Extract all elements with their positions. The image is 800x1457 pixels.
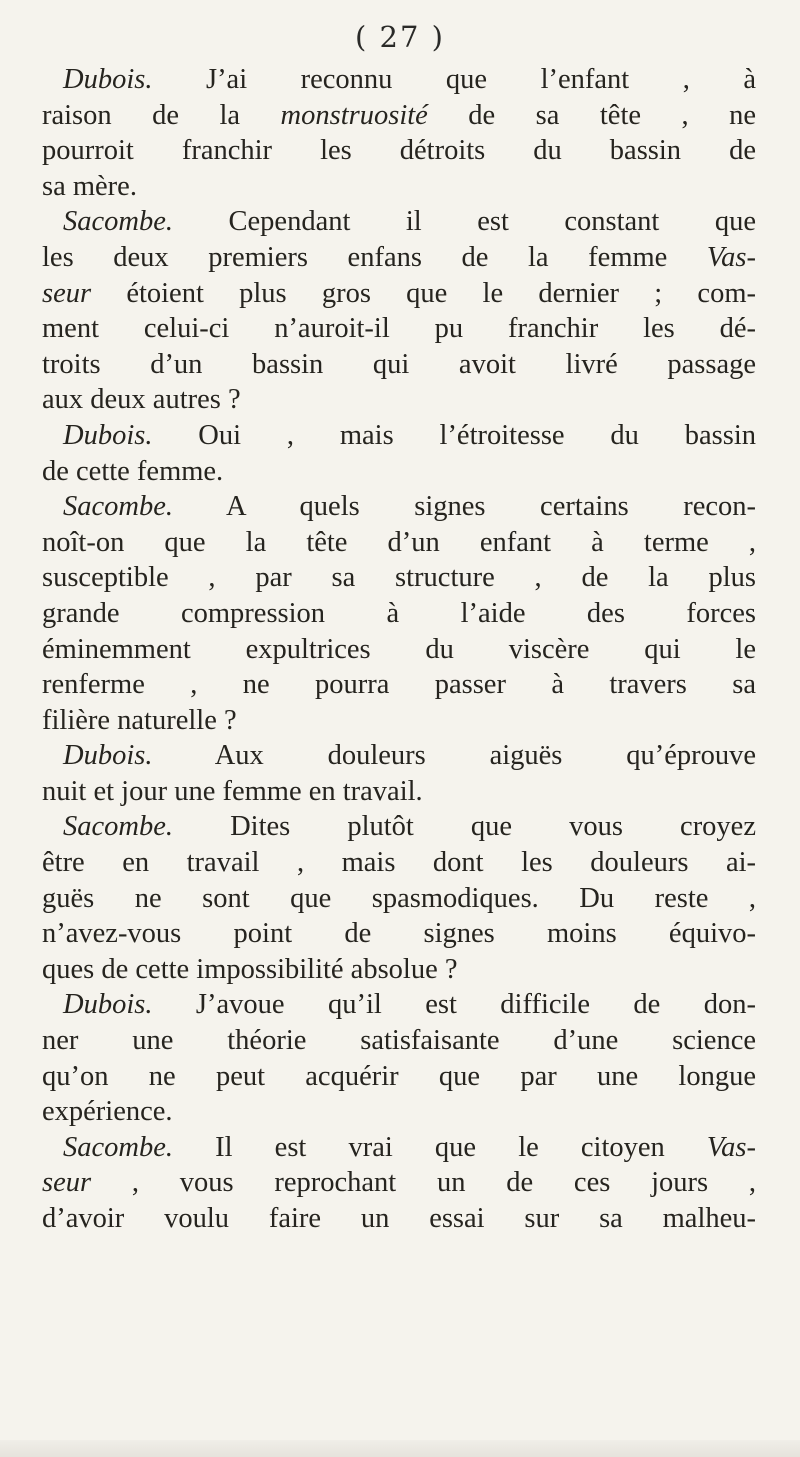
text-line: noît-on que la tête d’un enfant à terme , bbox=[42, 526, 756, 558]
text-line: d’avoir voulu faire un essai sur sa malheu- bbox=[42, 1203, 756, 1234]
text-line: Dubois. J’avoue qu’il est difficile de don- bbox=[63, 989, 756, 1021]
text-line: pourroit franchir les détroits du bassin de bbox=[42, 135, 756, 167]
text-line: seur , vous reprochant un de ces jours , bbox=[42, 1167, 756, 1199]
text-line: grande compression à l’aide des forces bbox=[42, 597, 756, 629]
page-number: ( 27 ) bbox=[355, 20, 445, 54]
text-line: guës ne sont que spasmodiques. Du reste , bbox=[42, 882, 756, 914]
text-line: n’avez-vous point de signes moins équivo- bbox=[42, 918, 756, 950]
text-line: renferme , ne pourra passer à travers sa bbox=[42, 669, 756, 701]
text-line: Sacombe. Il est vrai que le citoyen Vas- bbox=[63, 1131, 756, 1163]
text-line: susceptible , par sa structure , de la plus bbox=[42, 562, 756, 594]
text-line: ner une théorie satisfaisante d’une science bbox=[42, 1025, 756, 1057]
text-line: Sacombe. Cependant il est constant que bbox=[63, 206, 756, 238]
text-line: Sacombe. A quels signes certains recon- bbox=[63, 491, 756, 523]
text-line: sa mère. bbox=[42, 170, 137, 202]
text-line: nuit et jour une femme en travail. bbox=[42, 775, 423, 807]
text-line: Sacombe. Dites plutôt que vous croyez bbox=[63, 811, 756, 843]
text-line: ques de cette impossibilité absolue ? bbox=[42, 953, 458, 985]
text-line: être en travail , mais dont les douleurs ai- bbox=[42, 847, 756, 879]
text-line: filière naturelle ? bbox=[42, 704, 237, 736]
text-line: qu’on ne peut acquérir que par une longue bbox=[42, 1060, 756, 1092]
page-bottom-edge bbox=[0, 1440, 800, 1457]
text-line: les deux premiers enfans de la femme Vas- bbox=[42, 241, 756, 273]
text-line: expérience. bbox=[42, 1096, 173, 1128]
text-line: ment celui-ci n’auroit-il pu franchir les dé- bbox=[42, 313, 756, 345]
text-line: de cette femme. bbox=[42, 455, 224, 487]
text-line: troits d’un bassin qui avoit livré passage bbox=[42, 348, 756, 380]
text-line: Dubois. Oui , mais l’étroitesse du bassin bbox=[63, 419, 756, 451]
text-line: Dubois. Aux douleurs aiguës qu’éprouve bbox=[63, 740, 756, 772]
body-text bbox=[42, 62, 756, 1237]
text-line: raison de la monstruosité de sa tête , ne bbox=[42, 99, 756, 131]
text-line: aux deux autres ? bbox=[42, 384, 241, 416]
text-line: seur étoient plus gros que le dernier ; com- bbox=[42, 277, 756, 309]
text-line: Dubois. J’ai reconnu que l’enfant , à bbox=[63, 64, 756, 95]
text-line: éminemment expultrices du viscère qui le bbox=[42, 633, 756, 665]
